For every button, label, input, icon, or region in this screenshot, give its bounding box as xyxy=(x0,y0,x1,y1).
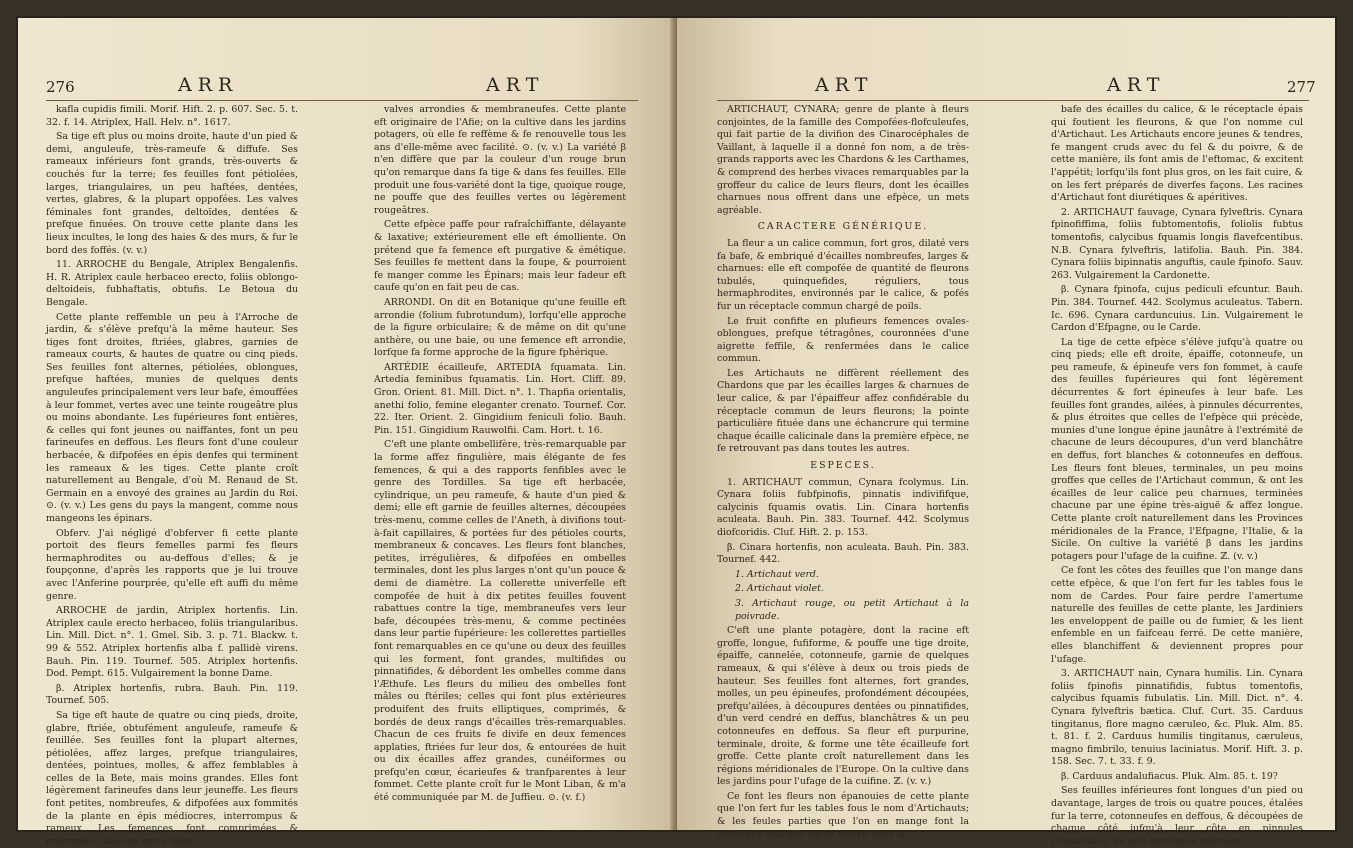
paragraph: La tige de cette efpèce s'élève jufqu'à quatre ou cinq pieds; elle eft droite, épaiffe, cotonneufe, un peu rameufe, & épineufe vers fon fommet, à caufe des feuilles fupérieures qui font légèrement décurrentes & fort épineufes à leur bafe. Les feuilles font grandes, ailées, à pinnules décurrentes, & plus étroites que celles de l'efpèce qui précède, munies d'une longue épine jaunâtre à l'extrémité de chacune de leurs découpures, d'un verd blanchâtre en deffus, fort blanches & cotonneufes en deffous. Les fleurs font bleues, terminales, un peu moins groffes que celles de l'Artichaut commun, & ont les écailles de leur calice peu charnues, terminées chacune par une épine très-aiguë & affez longue. Cette plante croît naturellement dans les Provinces méridionales de la France, l'Efpagne, l'Italie, & la Sicile. On cultive la variété β dans les jardins potagers pour l'ufage de la cuifine. ℤ. (v. v.) xyxy=(1051,336,1303,562)
paragraph: 3. Artichaut rouge, ou petit Artichaut à la poivrade. xyxy=(735,597,969,622)
open-book xyxy=(18,18,1335,847)
paragraph: Cette plante reffemble un peu à l'Arroche de jardin, & s'élève prefqu'à la même hauteur. Ses tiges font droites, ftriées, glabres, garnies de rameaux courts, & hautes de quatre ou cinq pieds. Ses feuilles font alternes, pétiolées, oblongues, prefque haftées, munies de quelques dents anguleufes principalement vers leur bafe, émouffées à leur fommet, vertes avec une teinte rougeâtre plus ou moins abondante. Les fupérieures font entières, & celles qui font jeunes ou naiffantes, font un peu farineufes en deffous. Les fleurs font d'une couleur herbacée, & difpofées en épis denfes qui terminent les rameaux & les tiges. Cette plante croît naturellement au Bengale, d'où M. Renaud de St. Germain en a envoyé des graines au Jardin du Roi. ⊙. (v. v.) Les gens du pays la mangent, comme nous mangeons les épinars. xyxy=(46,311,298,524)
right-page xyxy=(677,18,1335,847)
left-column-1 xyxy=(46,104,298,847)
paragraph: ARRONDI. On dit en Botanique qu'une feuille eft arrondie (folium fubrotundum), lorfqu'elle approche de la figure orbiculaire; & de même on dit qu'une anthère, ou une baie, ou une femence eft arrondie, lorfque fa forme approche de la figure fphérique. xyxy=(374,296,626,359)
paragraph: kafla cupidis fimili. Morif. Hift. 2. p. 607. Sec. 5. t. 32. f. 14. Atriplex, Hall. Helv. n°. 1617. xyxy=(46,104,298,128)
paragraph: Le fruit confifte en plufieurs femences ovales-oblongues, prefque tétragônes, couronnées d'une aigrette feffile, & renfermées dans le calice commun. xyxy=(717,315,969,365)
left-headword-1: ARR xyxy=(178,74,239,96)
paragraph: ESPECES. xyxy=(810,460,876,472)
paragraph: C'eft une plante ombellifère, très-remarquable par la forme affez fingulière, mais élégante de fes femences, & qui a des rapports fenfibles avec le genre des Tordilles. Sa tige eft herbacée, cylindrique, un peu rameufe, & haute d'un pied & demi; elle eft garnie de feuilles alternes, découpées très-menu, comme celles de l'Aneth, à divifions tout-à-fait capillaires, & portées fur des pétioles courts, membraneux & concaves. Les fleurs font blanches, petites, irrégulières, & difpofées en ombelles terminales, dont les plus larges n'ont qu'un pouce & demi de diamètre. La collerette univerfelle eft compofée de huit à dix petites feuilles fouvent rabattues contre la tige, membraneufes vers leur bafe, découpées très-menu, & comme pectinées dans leur partie fupérieure: les collerettes partielles font remarquables en ce qu'une ou deux des feuilles qui les forment, font grandes, multifides ou pinnatifides, & débordent les ombelles comme dans l'Æthufe. Les fleurs du milieu des ombelles font mâles ou ftériles; celles qui font plus extérieures produifent des fruits elliptiques, comprimés, & bordés de deux rangs d'écailles très-remarquables. Chacun de ces fruits fe divife en deux femences applaties, ftriées fur leur dos, & entourées de huit ou dix écailles affez grandes, cunéiformes ou prefqu'en cœur, écarieufes & tranfparentes à leur fommet. Cette plante croît fur le Mont Liban, & m'a été communiquée par M. de Juffieu. ⊙. (v. f.) xyxy=(374,439,626,804)
paragraph: ARTÉDIE écailleufe, ARTEDIA fquamata. Lin. Artedia feminibus fquamatis. Lin. Hort. Cliff. 89. Gron. Orient. 81. Mill. Dict. n°. 1. Thapfia orientalis, anethi folio, femine eleganter crenato. Tournef. Cor. 22. Iter. Orient. 2. Gingidium feniculi folio. Bauh. Pin. 151. Gingidium Rauwolfii. Cam. Hort. t. 16. xyxy=(374,361,626,436)
right-headword-1: ART xyxy=(815,74,874,96)
paragraph: Cette efpèce paffe pour rafraîchiffante, délayante & laxative; extérieurement elle eft émolliente. On prétend que fa femence eft purgative & émétique. Ses feuilles fe mettent dans la foupe, & pourroient fe manger comme les Épinars; mais leur fadeur eft caufe qu'on en fait peu de cas. xyxy=(374,219,626,294)
left-page xyxy=(18,18,676,847)
paragraph: Obferv. J'ai négligé d'obferver fi cette plante portoit des fleurs femelles parmi fes fleurs hermaphrodites ou au-deffous d'elles; & je foupçonne, d'après les rapports que je lui trouve avec l'Anferine pourprée, qu'elle eft auffi du même genre. xyxy=(46,527,298,602)
left-header-rule xyxy=(46,100,638,101)
paragraph: bafe des écailles du calice, & le réceptacle épais qui foutient les fleurons, & que l'on nomme cul d'Artichaut. Les Artichauts encore jeunes & tendres, fe mangent cruds avec du fel & du poivre, & de cette manière, ils font amis de l'eftomac, & excitent l'appétit; lorfqu'ils font plus gros, on les fait cuire, & on les fert préparés de diverfes façons. Les racines d'Artichaut font diurétiques & apéritives. xyxy=(1051,104,1303,204)
paragraph: ARTICHAUT, CYNARA; genre de plante à fleurs conjointes, de la famille des Compofées-flofculeufes, qui fait partie de la divifion des Cinarocéphales de Vaillant, à laquelle il a donné fon nom, a de très-grands rapports avec les Chardons & les Carthames, & comprend des herbes vivaces remarquables par la groffeur du calice de leurs fleurs, dont les écailles charnues nous offrent dans une efpèce, un mets agréable. xyxy=(717,104,969,216)
left-folio: 276 xyxy=(46,78,75,96)
left-column-2 xyxy=(374,104,626,824)
paragraph: Les Artichauts ne diffèrent réellement des Chardons que par les écailles larges & charnues de leur calice, & par l'épaiffeur affez confidérable du réceptacle commun de leurs fleurons; la pointe particulière fituée dans une échancrure qui termine chaque écaille calicinale dans la première efpèce, ne fe retrouvant pas dans toutes les autres. xyxy=(717,367,969,455)
right-folio: 277 xyxy=(1287,78,1316,96)
paragraph: ARROCHE de jardin, Atriplex hortenfis. Lin. Atriplex caule erecto herbaceo, foliis triangularibus. Lin. Mill. Dict. n°. 1. Gmel. Sib. 3. p. 71. Blackw. t. 99 & 552. Atriplex hortenfis alba f. pallidè virens. Bauh. Pin. 119. Tournef. 505. Atriplex hortenfis. Dod. Pempt. 615. Vulgairement la bonne Dame. xyxy=(46,605,298,680)
paragraph: Ce font les fleurs non épanouies de cette plante que l'on fert fur les tables fous le nom d'Artichauts; & les feules parties que l'on en mange font la fubftance charnue qui fe trouve dans la xyxy=(717,790,969,840)
left-headword-2: ART xyxy=(486,74,545,96)
paragraph: β. Cynara fpinofa, cujus pediculi efcuntur. Bauh. Pin. 384. Tournef. 442. Scolymus aculeatus. Tabern. Ic. 696. Cynara carduncuius. Lin. Vulgairement le Cardon d'Efpagne, ou le Carde. xyxy=(1051,284,1303,334)
paragraph: 11. ARROCHE du Bengale, Atriplex Bengalenfis. H. R. Atriplex caule herbaceo erecto, foliis oblongo-deltoideis, fubhaftatis, obtufis. Le Betoua du Bengale. xyxy=(46,259,298,308)
paragraph: Ses feuilles inférieures font longues d'un pied ou davantage, larges de trois ou quatre pouces, étalées fur la terre, cotonneufes en deffous, & découpées de chaque côté jufqu'à leur côte en pinnules pinnatifides, un peu étroites & pointues. xyxy=(1051,785,1303,847)
paragraph: Ce font les côtes des feuilles que l'on mange dans cette efpèce, & que l'on fert fur les tables fous le nom de Cardes. Pour faire perdre l'amertume naturelle des feuilles de cette plante, les Jardiniers les enveloppent de paille ou de fumier, & les lient enfemble en un faifceau ferré. De cette manière, elles blanchiffent & deviennent propres pour l'ufage. xyxy=(1051,565,1303,665)
right-header-rule xyxy=(717,100,1309,101)
paragraph: 2. ARTICHAUT fauvage, Cynara fylveftris. Cynara fpinofiffima, foliis fubtomentofis, foliolis fubtus tomentofis, calycibus fquamis longis flavefcentibus. N.B. Cynara fylveftris, latifolia. Bauh. Pin. 384. Cynara foliis bipinnatis anguftis, caule fpinofo. Sauv. 263. Vulgairement la Cardonette. xyxy=(1051,206,1303,281)
paragraph: 3. ARTICHAUT nain, Cynara humilis. Lin. Cynara foliis fpinofis pinnatifidis, fubtus tomentofis, calycibus fquamis fubulatis. Lin. Mill. Dict. n°. 4. Cynara fylveftris bætica. Cluf. Curt. 35. Carduus tingitanus, flore magno cæruleo, &c. Pluk. Alm. 85. t. 81. f. 2. Carduus humilis tingitanus, cæruleus, magno fimbrilo, tenuius laciniatus. Morif. Hift. 3. p. 158. Sec. 7. t. 33. f. 9. xyxy=(1051,668,1303,768)
paragraph: Sa tige eft haute de quatre ou cinq pieds, droite, glabre, ftriée, obtufément anguleufe, rameufe & feuillée. Ses feuilles font la plupart alternes, pétiolées, affez larges, prefque triangulaires, dentées, pointues, molles, & affez femblables à celles de la Bete, mais moins grandes. Elles font légèrement farineufes dans leur jeuneffe. Les fleurs font petites, nombreufes, & difpofées aux fommités de la plante en épis médiocres, interrompus & rameux. Les femences font comprimées & enfermées chacune entre deux xyxy=(46,709,298,847)
paragraph: 1. ARTICHAUT commun, Cynara fcolymus. Lin. Cynara foliis fubfpinofis, pinnatis indivififque, calycinis fquamis ovatis. Lin. Cinara hortenfis aculeata. Bauh. Pin. 383. Tournef. 442. Scolymus diofcoridis. Cluf. Hift. 2. p. 153. xyxy=(717,476,969,538)
right-headword-2: ART xyxy=(1107,74,1166,96)
paragraph: 2. Artichaut violet. xyxy=(735,583,824,595)
paragraph: β. Carduus andalufiacus. Pluk. Alm. 85. t. 19? xyxy=(1061,770,1278,782)
right-column-2 xyxy=(1051,104,1303,847)
paragraph: β. Atriplex hortenfis, rubra. Bauh. Pin. 119. Tournef. 505. xyxy=(46,682,298,707)
paragraph: β. Cinara hortenfis, non aculeata. Bauh. Pin. 383. Tournef. 442. xyxy=(717,541,969,566)
paragraph: 1. Artichaut verd. xyxy=(735,568,819,580)
paragraph: La fleur a un calice commun, fort gros, dilaté vers fa bafe, & embriqué d'écailles nombreufes, larges & charnues: elle eft compofée de quantité de fleurons tubulés, quinquefides, réguliers, tous hermaphrodites, environnés par le calice, & pofés fur un réceptacle commun chargé de poils. xyxy=(717,237,969,312)
paragraph: CARACTERE GÉNÉRIQUE. xyxy=(757,221,929,233)
right-column-1 xyxy=(717,104,969,840)
paragraph: valves arrondies & membraneufes. Cette plante eft originaire de l'Afie; on la cultive dans les jardins potagers, où elle fe reffème & fe renouvelle tous les ans d'elle-même avec facilité. ⊙. (v. v.) La variété β n'en diffère que par la couleur d'un rouge brun qu'on remarque dans fa tige & dans fes feuilles. Elle produit une fous-variété dont la tige, quoique rouge, ne pouffe que des feuilles vertes ou légèrement rougeâtres. xyxy=(374,104,626,216)
paragraph: C'eft une plante potagère, dont la racine eft groffe, longue, fufiforme, & pouffe une tige droite, épaiffe, cannelée, cotonneufe, garnie de quelques rameaux, & qui s'élève à deux ou trois pieds de hauteur. Ses feuilles font alternes, fort grandes, molles, un peu épineufes, profondément découpées, prefqu'ailées, à découpures dentées ou pinnatifides, d'un verd cendré en deffus, blanchâtres & un peu cotonneufes en deffous. Sa fleur eft purpurine, terminale, droite, & forme une tête écailleufe fort groffe. Cette plante croît naturellement dans les régions méridionales de l'Europe. On la cultive dans les jardins pour l'ufage de la cuifine. ℤ. (v. v.) xyxy=(717,625,969,788)
paragraph: Sa tige eft plus ou moins droite, haute d'un pied & demi, anguleufe, très-rameufe & diffufe. Ses rameaux inférieurs font grands, très-ouverts & couchés fur la terre; fes feuilles font pétiolées, larges, triangulaires, un peu haftées, dentées, vertes, glabres, & la plupart oppofées. Les valves féminales font grandes, deltoïdes, dentées & prefque finuées. On trouve cette plante dans les lieux incultes, le long des haies & des murs, & fur le bord des foffés. (v. v.) xyxy=(46,131,298,256)
